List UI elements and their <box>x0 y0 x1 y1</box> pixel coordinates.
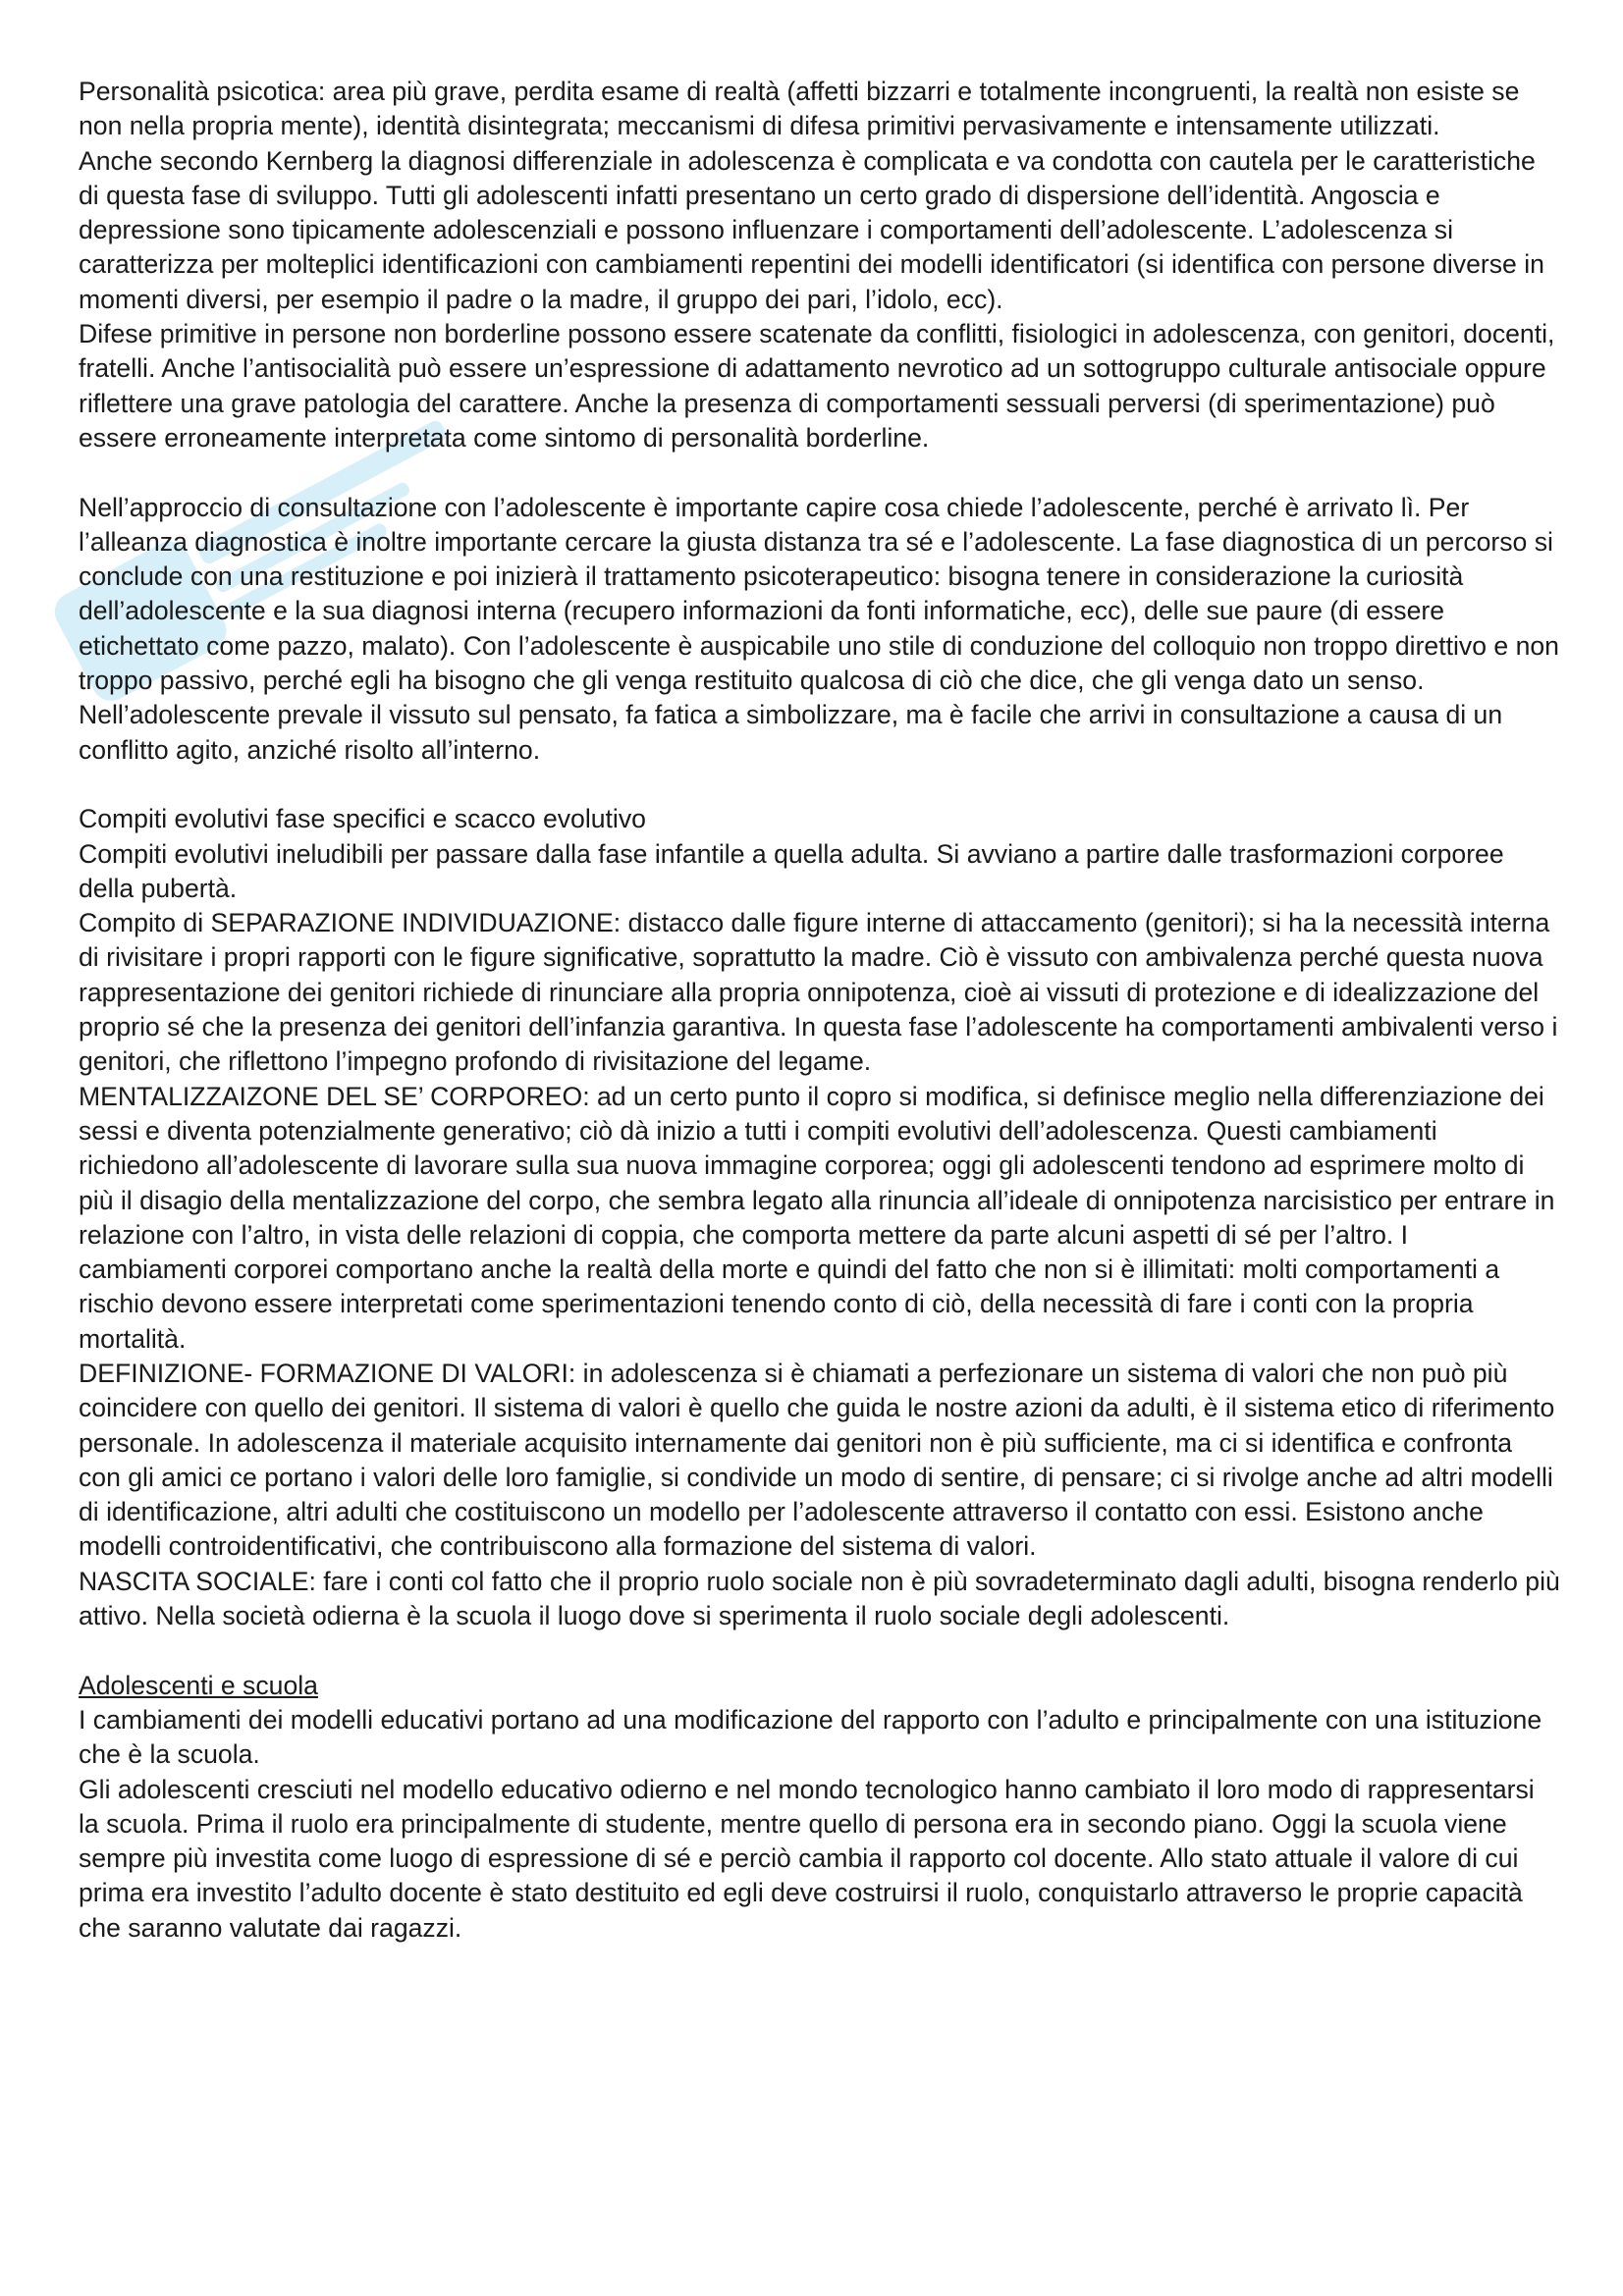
spacer <box>79 768 1561 802</box>
paragraph-difese-primitive: Difese primitive in persone non borderline possono essere scatenate da conflitti, fisiologici in adolescenza, con genitori, docenti, fratelli. Anche l’antisocialità può essere un’espressione di adattamento nevrotico ad un sottogruppo culturale antisociale oppure riflettere una grave patologia del carattere. Anche la presenza di comportamenti sessuali perversi (di sperimentazione) può essere erroneamente interpretata come sintomo di personalità borderline. <box>79 319 1555 453</box>
paragraph-kernberg-diagnosi: Anche secondo Kernberg la diagnosi differenziale in adolescenza è complicata e va condotta con cautela per le caratteristiche di questa fase di sviluppo. Tutti gli adolescenti infatti presentano un certo grado di dispersione dell’identità. Angoscia e depressione sono tipicamente adolescenziali e possono influenzare i comportamenti dell’adolescente. L’adolescenza si caratterizza per molteplici identificazioni con cambiamenti repentini dei modelli identificatori (si identifica con persone diverse in momenti diversi, per esempio il padre o la madre, il gruppo dei pari, l’idolo, ecc). <box>79 145 1544 314</box>
paragraph-mentalizzazione-corpo: MENTALIZZAIZONE DEL SE’ CORPOREO: ad un certo punto il copro si modifica, si definisce meglio nella differenziazione dei sessi e diventa potenzialmente generativo; ciò dà inizio a tutti i compiti evolutivi dell’adolescenza. Questi cambiamenti richiedono all’adolescente di lavorare sulla sua nuova immagine corporea; oggi gli adolescenti tendono ad esprimere molto di più il disagio della mentalizzazione del corpo, che sembra legato alla rinuncia all’ideale di onnipotenza narcisistico per entrare in relazione con l’altro, in vista delle relazioni di coppia, che comporta mettere da parte alcuni aspetti di sé per l’altro. I cambiamenti corporei comportano anche la realtà della morte e quindi del fatto che non si è illimitati: molti comportamenti a rischio devono essere interpretati come sperimentazioni tenendo conto di ciò, della necessità di fare i conti con la propria mortalità. <box>79 1081 1555 1354</box>
paragraph-ruolo-scuola: Gli adolescenti cresciuti nel modello educativo odierno e nel mondo tecnologico hanno cambiato il loro modo di rappresentarsi la scuola. Prima il ruolo era principalmente di studente, mentre quello di persona era in secondo piano. Oggi la scuola viene sempre più investita come luogo di espressione di sé e perciò cambia il rapporto col docente. Allo stato attuale il valore di cui prima era investito l’adulto docente è stato destituito ed egli deve costruirsi il ruolo, conquistarlo attraverso le proprie capacità che saranno valutate dai ragazzi. <box>79 1774 1535 1943</box>
document-page <box>79 75 1561 1946</box>
paragraph-separazione-individuazione: Compito di SEPARAZIONE INDIVIDUAZIONE: distacco dalle figure interne di attaccamento (genitori); si ha la necessità interna di rivisitare i propri rapporti con le figure significative, soprattutto la madre. Ciò è vissuto con ambivalenza perché questa nuova rappresentazione dei genitori richiede di rinunciare alla propria onnipotenza, cioè ai vissuti di protezione e di idealizzazione del proprio sé che la presenza dei genitori dell’infanzia garantiva. In questa fase l’adolescente ha comportamenti ambivalenti verso i genitori, che riflettono l’impegno profondo di rivisitazione del legame. <box>79 908 1558 1077</box>
spacer <box>79 1633 1561 1668</box>
paragraph-compiti-ineludibili: Compiti evolutivi ineludibili per passare dalla fase infantile a quella adulta. Si avviano a partire dalle trasformazioni corporee della pubertà. <box>79 838 1504 903</box>
paragraph-consultazione: Nell’approccio di consultazione con l’adolescente è importante capire cosa chiede l’adolescente, perché è arrivato lì. Per l’alleanza diagnostica è inoltre importante cercare la giusta distanza tra sé e l’adolescente. La fase diagnostica di un percorso si conclude con una restituzione e poi inizierà il trattamento psicoterapeutico: bisogna tenere in considerazione la curiosità dell’adolescente e la sua diagnosi interna (recupero informazioni da fonti informatiche, ecc), delle sue paure (di essere etichettato come pazzo, malato). Con l’adolescente è auspicabile uno stile di conduzione del colloquio non troppo direttivo e non troppo passivo, perché egli ha bisogno che gli venga restituito qualcosa di ciò che dice, che gli venga dato un senso. Nell’adolescente prevale il vissuto sul pensato, fa fatica a simbolizzare, ma è facile che arrivi in consultazione a causa di un conflitto agito, anziché risolto all’interno. <box>79 492 1559 765</box>
section-heading-compiti-evolutivi: Compiti evolutivi fase specifici e scacco evolutivo <box>79 804 646 834</box>
paragraph-personalita-psicotica: Personalità psicotica: area più grave, perdita esame di realtà (affetti bizzarri e totalmente incongruenti, la realtà non esiste se non nella propria mente), identità disintegrata; meccanismi di difesa primitivi pervasivamente e intensamente utilizzati. <box>79 77 1520 141</box>
spacer <box>79 455 1561 490</box>
paragraph-modelli-educativi: I cambiamenti dei modelli educativi portano ad una modificazione del rapporto con l’adulto e principalmente con una istituzione che è la scuola. <box>79 1704 1542 1770</box>
paragraph-nascita-sociale: NASCITA SOCIALE: fare i conti col fatto che il proprio ruolo sociale non è più sovradeterminato dagli adulti, bisogna renderlo più attivo. Nella società odierna è la scuola il luogo dove si sperimenta il ruolo sociale degli adolescenti. <box>79 1566 1560 1631</box>
paragraph-formazione-valori: DEFINIZIONE- FORMAZIONE DI VALORI: in adolescenza si è chiamati a perfezionare un sistema di valori che non può più coincidere con quello dei genitori. Il sistema di valori è quello che guida le nostre azioni da adulti, è il sistema etico di riferimento personale. In adolescenza il materiale acquisito internamente dai genitori non è più sufficiente, ma ci si identifica e confronta con gli amici ce portano i valori delle loro famiglie, si condivide un modo di sentire, di pensare; ci si rivolge anche ad altri modelli di identificazione, altri adulti che costituiscono un modello per l’adolescente attraverso il contatto con essi. Esistono anche modelli controidentificativi, che contribuiscono alla formazione del sistema di valori. <box>79 1358 1555 1562</box>
section-heading-adolescenti-scuola: Adolescenti e scuola <box>79 1670 318 1700</box>
